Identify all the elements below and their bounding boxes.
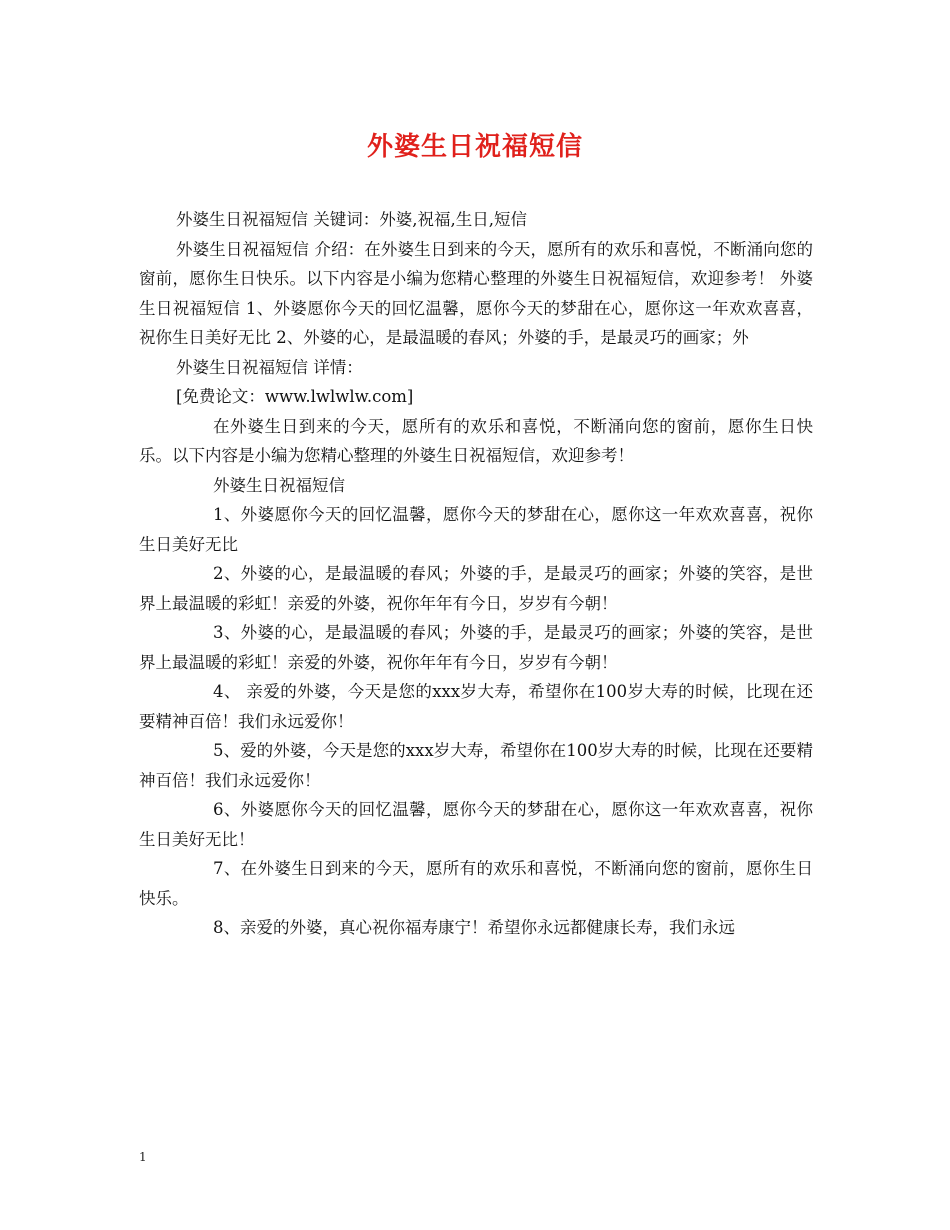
- message-item: 7、在外婆生日到来的今天，愿所有的欢乐和喜悦，不断涌向您的窗前，愿你生日快乐。: [139, 859, 813, 908]
- message-item: 6、外婆愿你今天的回忆温馨，愿你今天的梦甜在心，愿你这一年欢欢喜喜，祝你生日美好无比！: [139, 800, 813, 849]
- section-heading: 外婆生日祝福短信: [213, 475, 345, 495]
- message-item: 3、外婆的心，是最温暖的春风；外婆的手，是最灵巧的画家；外婆的笑容，是世界上最温暖的彩虹！亲爱的外婆，祝你年年有今日，岁岁有今朝！: [139, 623, 813, 672]
- message-item: 1、外婆愿你今天的回忆温馨，愿你今天的梦甜在心，愿你这一年欢欢喜喜，祝你生日美好无比: [139, 505, 813, 554]
- details-label: 外婆生日祝福短信 详情：: [176, 357, 363, 377]
- message-item: 2、外婆的心，是最温暖的春风；外婆的手，是最灵巧的画家；外婆的笑容，是世界上最温暖的彩虹！亲爱的外婆，祝你年年有今日，岁岁有今朝！: [139, 564, 813, 613]
- source-link-text: [免费论文：www.lwlwlw.com]: [176, 387, 414, 406]
- page-title: 外婆生日祝福短信: [366, 132, 583, 162]
- message-item: 4、 亲爱的外婆，今天是您的xxx岁大寿，希望你在100岁大寿的时候，比现在还要精神百倍！我们永远爱你！: [139, 682, 813, 731]
- message-item: 5、爱的外婆，今天是您的xxx岁大寿，希望你在100岁大寿的时候，比现在还要精神百倍！我们永远爱你！: [139, 741, 813, 790]
- intro-paragraph: 外婆生日祝福短信 介绍：在外婆生日到来的今天，愿所有的欢乐和喜悦，不断涌向您的窗前，愿你生日快乐。以下内容是小编为您精心整理的外婆生日祝福短信，欢迎参考！ 外婆生日祝福短信 1、外婆愿你今天的回忆温馨，愿你今天的梦甜在心，愿你这一年欢欢喜喜，祝你生日美好无比 2、外婆的心，是最温暖的春风；外婆的手，是最灵巧的画家；外: [139, 239, 813, 347]
- document-body: [139, 205, 813, 943]
- message-item: 8、亲爱的外婆，真心祝你福寿康宁！希望你永远都健康长寿，我们永远: [213, 918, 735, 937]
- page-number: 1: [139, 1150, 147, 1164]
- keywords-line: 外婆生日祝福短信 关键词：外婆,祝福,生日,短信: [176, 210, 527, 229]
- body-paragraph: 在外婆生日到来的今天，愿所有的欢乐和喜悦，不断涌向您的窗前，愿你生日快乐。以下内容是小编为您精心整理的外婆生日祝福短信，欢迎参考！: [139, 416, 813, 465]
